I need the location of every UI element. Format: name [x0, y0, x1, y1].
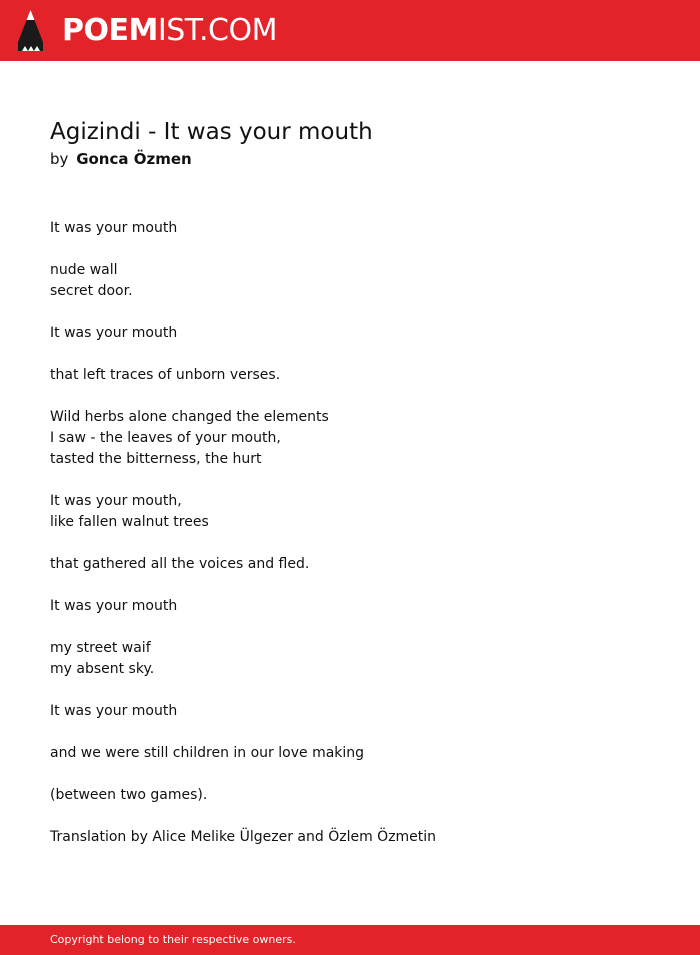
author-name: Gonca Özmen: [76, 150, 192, 168]
site-footer: [0, 925, 700, 955]
stanza-break: [50, 533, 650, 554]
poem-line: It was your mouth,: [50, 493, 182, 509]
stanza-break: [50, 386, 650, 407]
site-header: [0, 0, 700, 61]
poem-line: Wild herbs alone changed the elements: [50, 409, 329, 425]
stanza-break: [50, 722, 650, 743]
poem-title: Agizindi - It was your mouth: [50, 119, 373, 145]
poem-line: tasted the bitterness, the hurt: [50, 451, 262, 467]
poem-line: It was your mouth: [50, 598, 178, 614]
poem-line: It was your mouth: [50, 220, 178, 236]
byline: [50, 148, 192, 170]
poem-line: I saw - the leaves of your mouth,: [50, 430, 281, 446]
poem-line: and we were still children in our love making: [50, 745, 365, 761]
poem-line: Translation by Alice Melike Ülgezer and Özlem Özmetin: [50, 829, 437, 845]
poem-line: secret door.: [50, 283, 133, 299]
poem-line: my absent sky.: [50, 661, 155, 677]
logo-text-light: IST.COM: [157, 13, 277, 48]
pencil-logo-icon: [17, 9, 44, 52]
poem-line: that left traces of unborn verses.: [50, 367, 281, 383]
poem-line: that gathered all the voices and fled.: [50, 556, 310, 572]
poem-line: It was your mouth: [50, 325, 178, 341]
stanza-break: [50, 764, 650, 785]
logo-text-bold: POEM: [62, 13, 158, 48]
stanza-break: [50, 680, 650, 701]
site-logo[interactable]: [62, 11, 277, 51]
stanza-break: [50, 617, 650, 638]
poem-line: my street waif: [50, 640, 151, 656]
copyright-text: Copyright belong to their respective owners.: [50, 933, 296, 946]
stanza-break: [50, 344, 650, 365]
poem-line: like fallen walnut trees: [50, 514, 209, 530]
stanza-break: [50, 239, 650, 260]
poem-line: nude wall: [50, 262, 118, 278]
stanza-break: [50, 302, 650, 323]
poem-body: [50, 218, 650, 848]
stanza-break: [50, 806, 650, 827]
poem-line: (between two games).: [50, 787, 208, 803]
by-label: by: [50, 150, 69, 168]
stanza-break: [50, 470, 650, 491]
stanza-break: [50, 575, 650, 596]
poem-line: It was your mouth: [50, 703, 178, 719]
